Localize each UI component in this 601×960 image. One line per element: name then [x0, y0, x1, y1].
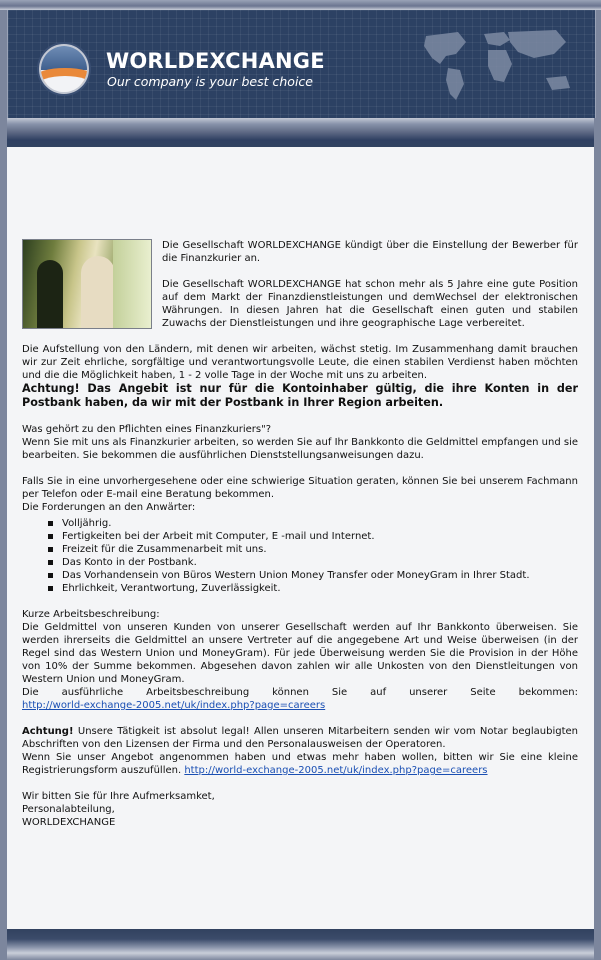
paragraph: Die Geldmittel von unseren Kunden von unserer Gesellschaft werden auf Ihr Bankkonto überweisen. Sie werden ihrerseits die Geldmittel an unsere Vertreter auf die angegebene Art und Weise überweisen (in der Regel sind das Western Union und MoneyGram). Für jede Überweisung werden Sie die Provision in der Höhe von 10% der Summe bekommen. Abgesehen davon zahlen wir alle Unkosten von den Dienstleitungen von Western Union und MoneyGram.	[22, 622, 578, 685]
legal-bold: Achtung!	[22, 726, 74, 737]
list-item: Ehrlichkeit, Verantwortung, Zuverlässigkeit.	[62, 582, 578, 595]
header-banner	[7, 10, 596, 118]
brand-name: WORLDEXCHANGE	[106, 49, 325, 73]
registration-link[interactable]: http://world-exchange-2005.net/uk/index.php?page=careers	[184, 765, 488, 776]
paragraph: Die Aufstellung von den Ländern, mit denen wir arbeiten, wächst stetig. Im Zusammenhang damit brauchen wir zur Zeit ehrliche, sorgfältige und verantwortungsvolle Leute, die einen stabilen Verdienst haben möchten und die die Möglichkeit haben, 1 - 2 volle Tage in der Woche mit uns zu arbeiten.	[22, 344, 578, 381]
header-band	[7, 118, 594, 147]
job-more-text: Die ausführliche Arbeitsbeschreibung können Sie auf unserer Seite bekommen:	[22, 687, 578, 698]
intro-paragraph: Die Gesellschaft WORLDEXCHANGE hat schon mehr als 5 Jahre eine gute Position auf dem Markt der Finanzdienstleistungen und demWechsel der elektronischen Währungen. In diesen Jahren hat die Gesellschaft einen guten und stabilen Zuwachs der Dienstleistungen und ihre geographische Lage verbereitet.	[162, 279, 578, 329]
list-item: Freizeit für die Zusammenarbeit mit uns.	[62, 543, 578, 556]
requirements-list	[22, 517, 578, 595]
legal-text: Unsere Tätigkeit ist absolut legal! Allen unseren Mitarbeitern senden wir vom Notar beglaubigten Abschriften von den Lizensen der Firma und den Personalausweisen der Operatoren.	[22, 726, 578, 750]
footer-band	[7, 929, 594, 960]
message-text	[22, 239, 578, 829]
top-border	[0, 0, 601, 10]
world-map-icon	[406, 24, 586, 106]
office-photo	[22, 239, 152, 329]
list-item: Fertigkeiten bei der Arbeit mit Computer, E -mail und Internet.	[62, 530, 578, 543]
legal-paragraph	[22, 725, 578, 751]
list-item: Das Vorhandensein von Büros Western Union Money Transfer oder MoneyGram in Ihrer Stadt.	[62, 569, 578, 582]
closing-line: Wir bitten Sie für Ihre Aufmerksamket,	[22, 791, 215, 802]
requirements-heading: Die Forderungen an den Anwärter:	[22, 502, 196, 513]
worldexchange-logo-icon	[39, 44, 89, 94]
intro-text	[162, 239, 578, 330]
brand-slogan: Our company is your best choice	[107, 74, 313, 89]
intro-paragraph: Die Gesellschaft WORLDEXCHANGE kündigt über die Einstellung der Bewerber für die Finanzkurier an.	[162, 240, 578, 264]
form-paragraph	[22, 751, 578, 777]
email-body	[7, 147, 594, 929]
paragraph: Falls Sie in eine unvorhergesehene oder eine schwierige Situation geraten, können Sie bei unserem Fachmann per Telefon oder E-mail eine Beratung bekommen.	[22, 476, 578, 500]
closing-line: Personalabteilung,	[22, 804, 115, 815]
list-item: Volljährig.	[62, 517, 578, 530]
paragraph: Wenn Sie mit uns als Finanzkurier arbeiten, so werden Sie auf Ihr Bankkonto die Geldmittel empfangen und sie bearbeiten. Sie bekommen die ausführlichen Dienststellungsanweisungen dazu.	[22, 437, 578, 461]
warning-text: Achtung! Das Angebit ist nur für die Kontoinhaber gültig, die ihre Konten in der Postbank haben, da wir mit der Postbank in Ihrer Region arbeiten.	[22, 382, 578, 409]
careers-link[interactable]: http://world-exchange-2005.net/uk/index.php?page=careers	[22, 700, 326, 711]
job-heading: Kurze Arbeitsbeschreibung:	[22, 609, 160, 620]
intro-section	[22, 239, 578, 330]
form-text: Wenn Sie unser Angebot angenommen haben und etwas mehr haben wollen, bitten wir Sie eine kleine Registrierungsform auszufüllen.	[22, 752, 578, 776]
list-item: Das Konto in der Postbank.	[62, 556, 578, 569]
duties-question: Was gehört zu den Pflichten eines Finanzkuriers"?	[22, 424, 272, 435]
signature: WORLDEXCHANGE	[22, 817, 116, 828]
